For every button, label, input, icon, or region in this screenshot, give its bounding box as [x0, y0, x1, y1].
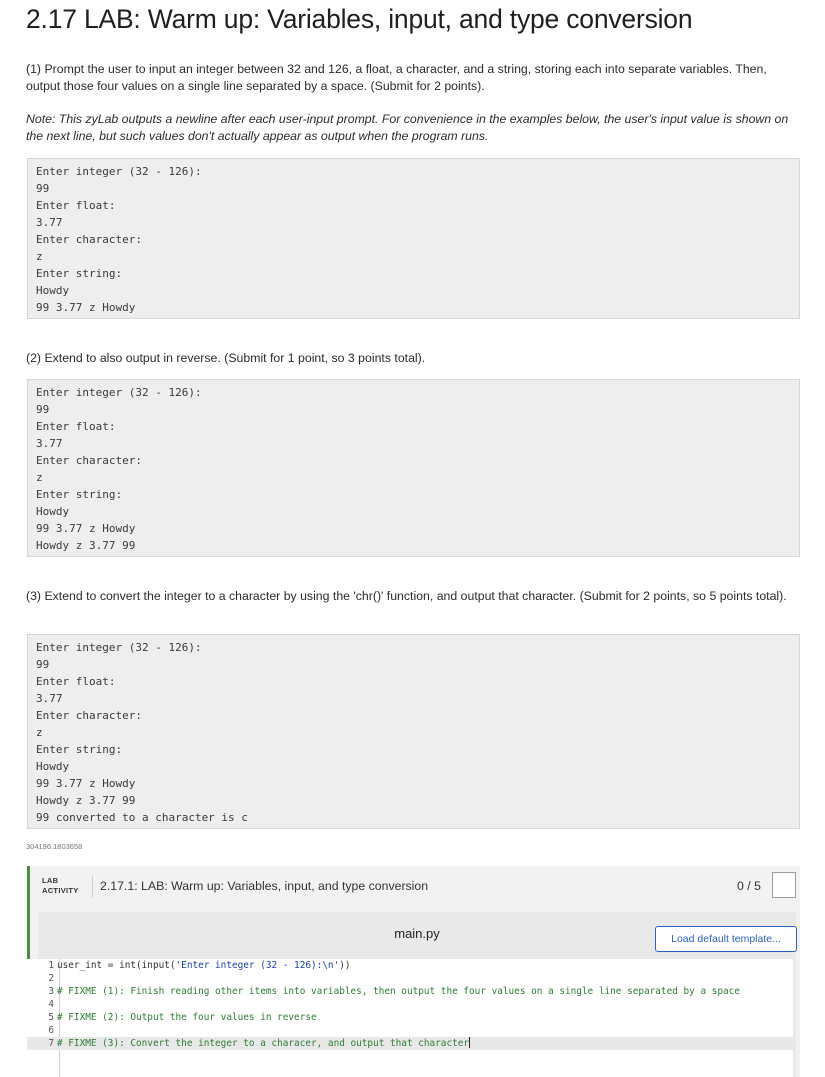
code-string: 'Enter integer (32 - 126):\n' [175, 960, 340, 971]
line-number: 1 [48, 960, 54, 971]
console-line: Howdy [36, 505, 70, 518]
code-line-active[interactable] [27, 1037, 793, 1050]
load-default-template-button[interactable]: Load default template... [655, 926, 797, 952]
console-line: Enter float: [36, 420, 116, 433]
lab-score: 0 / 5 [737, 879, 761, 893]
console-line: Enter integer (32 - 126): [36, 386, 202, 399]
code-comment: # FIXME (1): Finish reading other items into variables, then output the four values on a single line separated by a space [57, 986, 740, 997]
lab-tag-line2: ACTIVITY [42, 886, 79, 895]
console-line: 99 [36, 403, 50, 416]
part3-instructions: (3) Extend to convert the integer to a character by using the 'chr()' function, and output that character. (Submit for 2 points, so 5 points total). [26, 589, 787, 603]
console-line: 99 3.77 z Howdy [36, 301, 136, 314]
lab-activity-tag [42, 876, 79, 896]
console-line: 99 converted to a character is c [36, 811, 248, 824]
console-line: 99 [36, 182, 50, 195]
lab-header-divider [92, 876, 93, 898]
example-output-2 [27, 379, 800, 557]
console-line: Enter string: [36, 488, 123, 501]
console-line: Enter string: [36, 267, 123, 280]
console-line: 3.77 [36, 437, 63, 450]
example-output-3 [27, 634, 800, 829]
code-text: )) [339, 960, 351, 971]
line-number: 4 [48, 999, 54, 1010]
line-number: 5 [48, 1012, 54, 1023]
file-name: main.py [394, 926, 440, 941]
line-number: 6 [48, 1025, 54, 1036]
completion-badge-icon [772, 872, 796, 898]
console-line: z [36, 471, 43, 484]
console-line: Howdy [36, 760, 70, 773]
page-title: 2.17 LAB: Warm up: Variables, input, and type conversion [26, 4, 693, 34]
note-text: Note: This zyLab outputs a newline after each user-input prompt. For convenience in the examples below, the user's input value is shown on the next line, but such values don't actually appear as output when the program runs. [26, 112, 789, 143]
line-number: 3 [48, 986, 54, 997]
code-comment: # FIXME (3): Convert the integer to a characer, and output that character [57, 1038, 470, 1049]
activity-id: 304196.1803658 [26, 842, 83, 851]
console-line: 3.77 [36, 216, 63, 229]
console-line: Howdy z 3.77 99 [36, 539, 136, 552]
code-line[interactable] [27, 985, 793, 998]
code-line[interactable] [27, 1024, 793, 1037]
console-line: 99 3.77 z Howdy [36, 777, 136, 790]
code-line[interactable] [27, 998, 793, 1011]
line-number: 2 [48, 973, 54, 984]
line-number: 7 [48, 1038, 54, 1049]
console-line: Enter integer (32 - 126): [36, 641, 202, 654]
console-line: z [36, 726, 43, 739]
console-line: Enter integer (32 - 126): [36, 165, 202, 178]
console-line: Enter character: [36, 233, 142, 246]
console-line: Enter float: [36, 675, 116, 688]
part2-instructions: (2) Extend to also output in reverse. (Submit for 1 point, so 3 points total). [26, 351, 426, 365]
code-line[interactable] [27, 959, 793, 972]
console-line: Enter character: [36, 454, 142, 467]
console-line: Enter float: [36, 199, 116, 212]
console-line: Howdy [36, 284, 70, 297]
lab-title: 2.17.1: LAB: Warm up: Variables, input, and type conversion [100, 879, 429, 893]
code-comment: # FIXME (2): Output the four values in reverse [57, 1012, 317, 1023]
example-output-1 [27, 158, 800, 319]
console-line: 3.77 [36, 692, 63, 705]
console-line: 99 3.77 z Howdy [36, 522, 136, 535]
lab-tag-line1: LAB [42, 876, 59, 885]
code-line[interactable] [27, 972, 793, 985]
console-line: Howdy z 3.77 99 [36, 794, 136, 807]
text-cursor [469, 1037, 470, 1048]
console-line: Enter character: [36, 709, 142, 722]
code-editor[interactable] [27, 959, 793, 1077]
console-line: Enter string: [36, 743, 123, 756]
code-text: user_int = int(input( [57, 960, 176, 971]
console-line: 99 [36, 658, 50, 671]
part1-instructions: (1) Prompt the user to input an integer between 32 and 126, a float, a character, and a string, storing each into separate variables. Then, output those four values on a single line separated by a space. (Submit for 2 points). [26, 62, 767, 93]
console-line: z [36, 250, 43, 263]
code-line[interactable] [27, 1011, 793, 1024]
